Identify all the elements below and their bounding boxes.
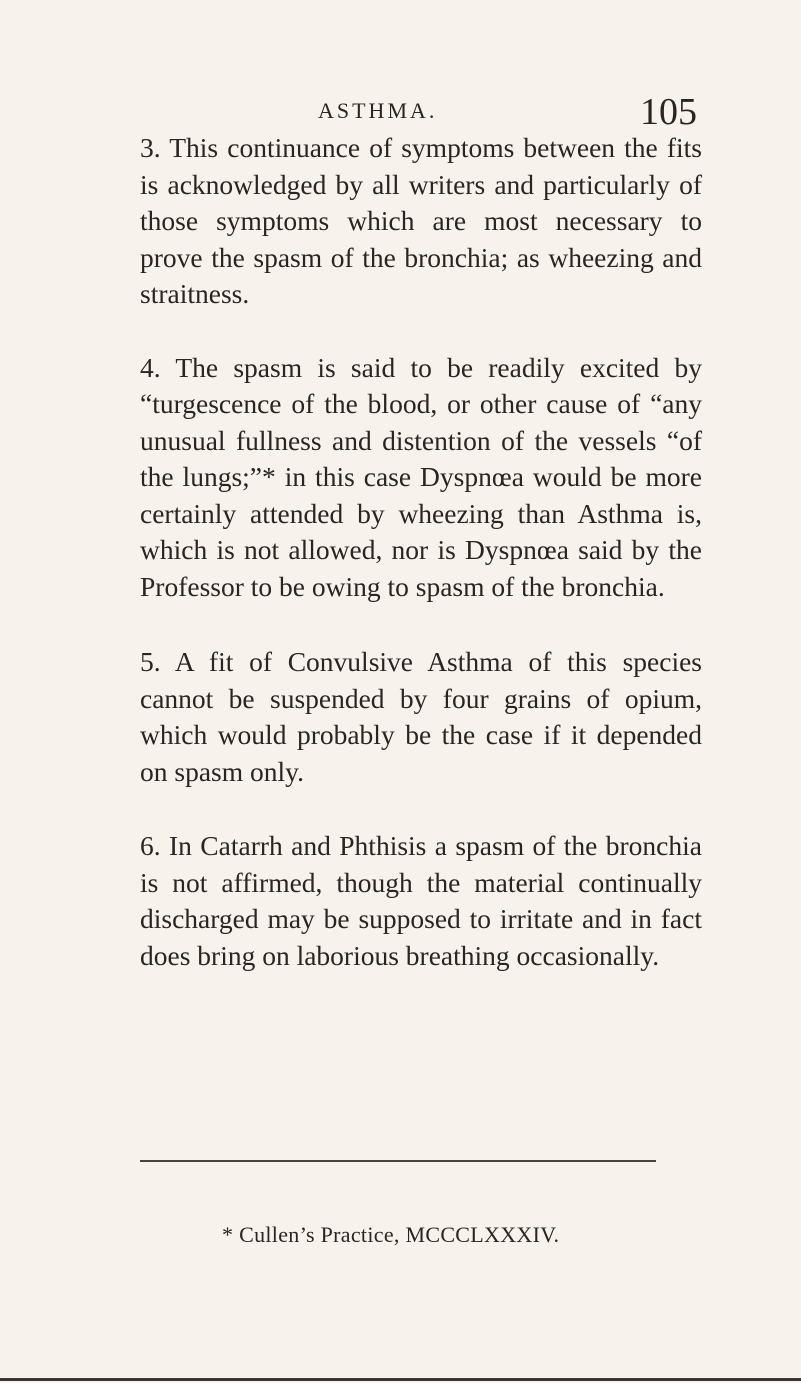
footnote: * Cullen’s Practice, MCCCLXXXIV.	[222, 1222, 560, 1247]
paragraph-3: 3. This continuance of symptoms between the fits is acknowledged by all writers and particularly of those symptoms which are most necessary to prove the spasm of the bronchia; as wheezing and straitness.	[140, 132, 702, 309]
page-edge-line	[0, 1378, 801, 1381]
paragraph-6: 6. In Catarrh and Phthisis a spasm of the bronchia is not affirmed, though the material continually discharged may be supposed to irritate and in fact does bring on laborious breathing occasionally.	[140, 830, 702, 971]
footnote-rule	[140, 1160, 656, 1162]
body-text	[140, 130, 702, 974]
paragraph-4: 4. The spasm is said to be readily excited by “turgescence of the blood, or other cause of “any unusual fullness and distention of the vessels “of the lungs;”* in this case Dyspnœa would be more certainly attended by wheezing than Asthma is, which is not allowed, nor is Dyspnœa said by the Professor to be owing to spasm of the bronchia.	[140, 351, 702, 602]
page-header	[0, 76, 801, 133]
page-number: 105	[640, 91, 697, 133]
paragraph-5: 5. A fit of Convulsive Asthma of this species cannot be suspended by four grains of opium, which would probably be the case if it depended on spasm only.	[140, 646, 702, 787]
running-head: ASTHMA.	[318, 98, 438, 123]
